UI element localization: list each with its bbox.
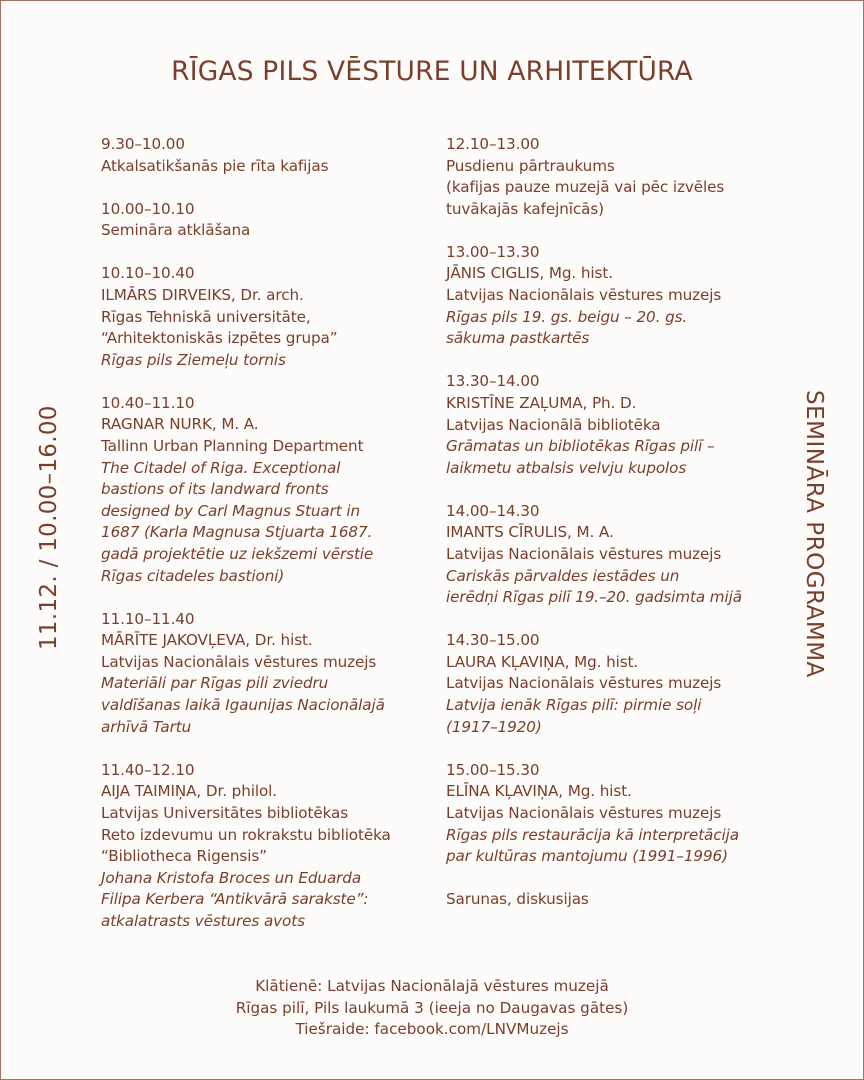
talk-title-line: 1687 (Karla Magnusa Stjuarta 1687. [101,523,373,542]
schedule-entry [446,501,786,609]
talk-title-line: Rīgas citadeles bastioni) [101,566,285,585]
entry-time: 11.10–11.40 [101,609,195,628]
page-title: RĪGAS PILS VĒSTURE UN ARHITEKTŪRA [171,56,693,87]
talk-title-line: designed by Carl Magnus Stuart in [101,501,360,520]
speaker-name: KRISTĪNE ZAĻUMA [446,393,583,412]
date-time-label: 11.12. / 10.00–16.00 [36,405,62,650]
program-label: SEMINĀRA PROGRAMMA [801,390,827,678]
speaker-degree: , Dr. hist. [245,631,313,650]
talk-title-line: laikmetu atbalsis velvju kupolos [446,458,687,477]
entry-time: 15.00–15.30 [446,760,540,779]
talk-title-line: Materiāli par Rīgas pili zviedru [101,674,329,693]
entry-time: 10.10–10.40 [101,264,195,283]
entry-time: 13.00–13.30 [446,242,540,261]
talk-title-line: gadā projektētie uz iekšzemi vērstie [101,545,374,563]
schedule-entry [101,609,441,739]
entry-text-line: “Bibliotheca Rigensis” [101,847,267,866]
footer-venue-line-2: Rīgas pilī, Pils laukumā 3 (ieeja no Daugavas gātes) [235,998,629,1017]
speaker-degree: , Mg. hist. [564,652,639,671]
entry-text-line: Rīgas Tehniskā universitāte, [101,307,311,326]
talk-title-line: Rīgas pils 19. gs. beigu – 20. gs. [446,307,688,326]
speaker-name: RAGNAR NURK [101,415,212,434]
speaker-line [101,630,441,652]
talk-title-line: arhīvā Tartu [101,717,192,736]
speaker-degree: , M. A. [567,523,614,542]
talk-title-line: par kultūras mantojumu (1991–1996) [446,847,728,866]
entry-text-line: tuvākajās kafejnīcās) [446,199,604,218]
speaker-name: ILMĀRS DIRVEIKS [101,285,231,304]
speaker-line [101,414,441,436]
speaker-degree: , Ph. D. [582,393,637,412]
talk-title-line: Latvija ienāk Rīgas pilī: pirmie soļi [446,696,702,715]
talk-title-line: Johana Kristofa Broces un Eduarda [101,868,362,887]
entry-text-line: Reto izdevumu un rokrakstu bibliotēka [101,825,391,844]
entry-time: 14.00–14.30 [446,501,540,520]
speaker-line [101,285,441,307]
entry-text-line: Atkalsatikšanās pie rīta kafijas [101,156,329,175]
entry-text-line: “Arhitektoniskās izpētes grupa” [101,329,338,348]
footer-livestream-link[interactable]: Tiešraide: facebook.com/LNVMuzejs [295,1020,569,1039]
talk-title-line: bastions of its landward fronts [101,480,329,499]
entry-text-line: Latvijas Nacionālais vēstures muzejs [446,545,722,563]
speaker-name: ELĪNA KĻAVIŅA [446,782,559,801]
schedule-entry [446,242,786,350]
schedule-entry [446,630,786,738]
entry-text-line: Tallinn Urban Planning Department [101,437,364,456]
talk-title-line: sākuma pastkartēs [446,329,590,348]
entry-text-line: Latvijas Nacionālā bibliotēka [446,415,661,434]
entry-time: 12.10–13.00 [446,135,540,153]
talk-title-line: Filipa Kerbera “Antikvārā sarakste”: [101,890,369,909]
speaker-name: IMANTS CĪRULIS [446,523,568,542]
entry-time: 9.30–10.00 [101,135,185,153]
entry-text-line: Sarunas, diskusijas [446,890,589,909]
speaker-name: MĀRĪTE JAKOVĻEVA [101,631,246,650]
speaker-degree: , Mg. hist. [558,782,632,801]
schedule-entry [446,889,786,911]
footer [0,976,864,1041]
speaker-line [446,522,786,544]
talk-title-line: The Citadel of Riga. Exceptional [101,458,341,477]
entry-time: 11.40–12.10 [101,760,195,779]
schedule-entry [101,263,441,371]
talk-title-line: Cariskās pārvaldes iestādes un [446,566,680,585]
entry-text-line: (kafijas pauze muzejā vai pēc izvēles [446,178,725,197]
talk-title-line: (1917–1920) [446,717,542,736]
entry-text-line: Latvijas Nacionālais vēstures muzejs [446,674,722,693]
entry-time: 14.30–15.00 [446,631,540,650]
speaker-degree: , Mg. hist. [539,264,613,283]
talk-title-line: ierēdņi Rīgas pilī 19.–20. gadsimta mijā [446,588,742,607]
entry-text-line: Latvijas Nacionālais vēstures muzejs [446,286,722,305]
speaker-degree: , Dr. philol. [196,782,278,801]
speaker-line [446,263,786,285]
speaker-line [446,393,786,415]
speaker-degree: , M. A. [211,415,259,434]
entry-time: 13.30–14.00 [446,372,540,391]
speaker-name: AIJA TAIMIŅA [101,782,197,801]
entry-text-line: Latvijas Nacionālais vēstures muzejs [446,803,722,822]
speaker-line [446,781,786,803]
speaker-line [446,652,786,674]
speaker-name: LAURA KĻAVIŅA [446,652,565,671]
entry-text-line: Latvijas Universitātes bibliotēkas [101,803,349,822]
entry-text-line: Pusdienu pārtraukums [446,156,615,175]
schedule-right-column [446,134,786,932]
schedule-entry [101,199,441,242]
speaker-name: JĀNIS CIGLIS [446,264,540,283]
footer-venue-line-1: Klātienē: Latvijas Nacionālajā vēstures muzejā [255,977,609,995]
speaker-degree: , Dr. arch. [230,285,304,304]
talk-title-line: Rīgas pils restaurācija kā interpretācija [446,825,739,844]
talk-title-line: Rīgas pils Ziemeļu tornis [101,350,286,369]
schedule-entry [101,134,441,177]
schedule-entry [101,393,441,587]
schedule-left-column [101,134,441,954]
schedule-entry [101,760,441,933]
schedule-entry [446,134,786,220]
talk-title-line: atkalatrasts vēstures avots [101,911,305,930]
entry-text-line: Semināra atklāšana [101,221,251,240]
talk-title-line: Grāmatas un bibliotēkas Rīgas pilī – [446,437,715,456]
speaker-line [101,781,441,803]
schedule-entry [446,760,786,868]
talk-title-line: valdīšanas laikā Igaunijas Nacionālajā [101,696,385,715]
entry-time: 10.00–10.10 [101,199,195,218]
schedule-entry [446,371,786,479]
entry-time: 10.40–11.10 [101,393,195,412]
entry-text-line: Latvijas Nacionālais vēstures muzejs [101,652,377,671]
